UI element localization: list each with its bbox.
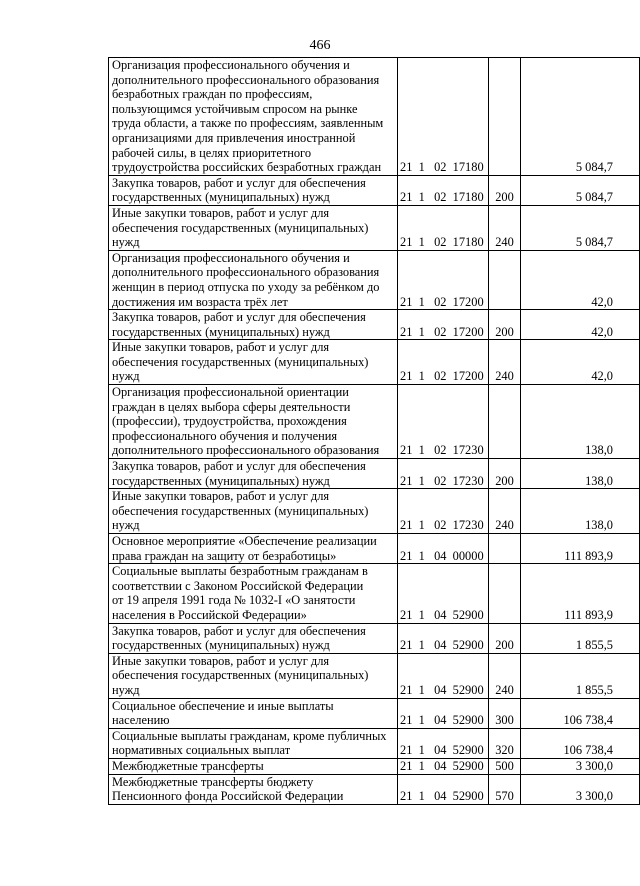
row-code: 21 1 04 52900 [398,728,489,758]
row-amount: 5 084,7 [521,175,640,205]
row-code: 21 1 04 52900 [398,774,489,804]
row-expense-type: 200 [489,623,521,653]
row-name-line: безработных граждан по профессиям, [112,87,313,102]
table-row [109,205,640,250]
row-name-line: государственных (муниципальных) нужд [112,638,330,653]
row-name-line: Межбюджетные трансферты [112,758,264,773]
row-name [109,459,398,489]
table-row [109,774,640,804]
row-code: 21 1 02 17230 [398,489,489,534]
row-expense-type: 240 [489,653,521,698]
table-row [109,728,640,758]
row-name-line: соответствии с Законом Российской Федерации [112,578,364,593]
page-number: 466 [309,38,331,53]
row-expense-type [489,250,521,309]
row-code: 21 1 02 17230 [398,459,489,489]
table-row [109,623,640,653]
budget-table-body [109,58,640,805]
row-name-line: пользующимся устойчивым спросом на рынке [112,101,358,116]
table-row [109,340,640,385]
row-expense-type: 300 [489,698,521,728]
row-name-line: труда области, а также по профессиям, заявленным [112,116,384,131]
table-row [109,250,640,309]
row-name-line: Организация профессиональной ориентации [112,385,349,400]
row-amount: 42,0 [521,310,640,340]
row-code: 21 1 04 00000 [398,534,489,564]
row-name-line: обеспечения государственных (муниципальных) [112,354,369,369]
row-expense-type: 500 [489,758,521,774]
row-expense-type: 240 [489,205,521,250]
row-name-line: Пенсионного фонда Российской Федерации [112,789,344,804]
row-amount: 111 893,9 [521,534,640,564]
row-name-line: Иные закупки товаров, работ и услуг для [112,205,330,220]
row-amount: 138,0 [521,385,640,459]
row-amount: 138,0 [521,489,640,534]
row-expense-type: 570 [489,774,521,804]
budget-table [108,57,640,805]
row-name-line: государственных (муниципальных) нужд [112,190,330,205]
row-name [109,250,398,309]
row-name-line: населения в Российской Федерации» [112,607,307,622]
row-name-line: населению [112,713,170,728]
row-name [109,310,398,340]
row-name-line: трудоустройства российских безработных граждан [112,160,382,175]
table-row [109,459,640,489]
row-name-line: Закупка товаров, работ и услуг для обеспечения [112,310,366,325]
row-name-line: Организация профессионального обучения и [112,58,350,72]
row-name-line: нужд [112,369,140,384]
row-expense-type: 200 [489,175,521,205]
row-name-line: Межбюджетные трансферты бюджету [112,774,314,789]
row-amount: 5 084,7 [521,205,640,250]
row-name-line: организациями для привлечения иностранной [112,130,356,145]
row-name [109,564,398,623]
row-name-line: нужд [112,682,140,697]
row-name [109,698,398,728]
row-amount: 3 300,0 [521,758,640,774]
row-amount: 106 738,4 [521,698,640,728]
row-name [109,489,398,534]
row-name-line: Иные закупки товаров, работ и услуг для [112,489,330,504]
row-name-line: нормативных социальных выплат [112,743,291,758]
row-expense-type [489,58,521,176]
row-name-line: дополнительного профессионального образования [112,265,380,280]
row-expense-type: 200 [489,310,521,340]
row-name [109,58,398,176]
row-name [109,175,398,205]
row-expense-type: 320 [489,728,521,758]
row-expense-type: 240 [489,340,521,385]
row-name [109,728,398,758]
row-amount: 106 738,4 [521,728,640,758]
row-name-line: обеспечения государственных (муниципальных) [112,668,369,683]
table-row [109,58,640,176]
row-code: 21 1 04 52900 [398,623,489,653]
row-name-line: Закупка товаров, работ и услуг для обеспечения [112,623,366,638]
table-row [109,310,640,340]
row-name-line: Социальные выплаты безработным гражданам в [112,564,368,579]
row-name-line: права граждан на защиту от безработицы» [112,548,337,563]
row-name-line: нужд [112,235,140,250]
row-name-line: Закупка товаров, работ и услуг для обеспечения [112,459,366,474]
row-name-line: обеспечения государственных (муниципальных) [112,220,369,235]
row-code: 21 1 02 17230 [398,385,489,459]
row-name-line: нужд [112,518,140,533]
row-name-line: Иные закупки товаров, работ и услуг для [112,653,330,668]
row-name-line: дополнительного профессионального образования [112,72,380,87]
row-expense-type [489,385,521,459]
table-row [109,489,640,534]
row-name [109,623,398,653]
row-name-line: (профессии), трудоустройства, прохождения [112,414,347,429]
row-code: 21 1 02 17200 [398,310,489,340]
row-amount: 3 300,0 [521,774,640,804]
row-name-line: Основное мероприятие «Обеспечение реализации [112,534,377,548]
row-expense-type: 200 [489,459,521,489]
row-name-line: Иные закупки товаров, работ и услуг для [112,340,330,355]
row-name [109,653,398,698]
table-row [109,653,640,698]
row-code: 21 1 04 52900 [398,758,489,774]
row-name-line: рабочей силы, в целях приоритетного [112,145,312,160]
row-name-line: граждан в целях выбора сферы деятельности [112,399,351,414]
row-name-line: государственных (муниципальных) нужд [112,324,330,339]
row-code: 21 1 02 17200 [398,250,489,309]
row-name-line: профессионального обучения и получения [112,428,338,443]
row-name [109,385,398,459]
row-expense-type [489,534,521,564]
row-name-line: Социальные выплаты гражданам, кроме публичных [112,728,387,743]
row-code: 21 1 04 52900 [398,564,489,623]
table-row [109,758,640,774]
row-name [109,205,398,250]
row-amount: 1 855,5 [521,653,640,698]
row-name-line: дополнительного профессионального образования [112,443,380,458]
table-row [109,175,640,205]
row-code: 21 1 02 17180 [398,205,489,250]
row-name-line: от 19 апреля 1991 года № 1032-I «О занятости [112,593,356,608]
row-code: 21 1 02 17200 [398,340,489,385]
row-amount: 5 084,7 [521,58,640,176]
row-name-line: Закупка товаров, работ и услуг для обеспечения [112,175,366,190]
row-name [109,534,398,564]
table-row [109,385,640,459]
row-amount: 42,0 [521,340,640,385]
row-code: 21 1 04 52900 [398,653,489,698]
row-expense-type: 240 [489,489,521,534]
row-name [109,774,398,804]
row-amount: 1 855,5 [521,623,640,653]
row-amount: 111 893,9 [521,564,640,623]
table-row [109,698,640,728]
row-name-line: обеспечения государственных (муниципальных) [112,503,369,518]
row-name [109,758,398,774]
row-name-line: Социальное обеспечение и иные выплаты [112,698,334,713]
row-name [109,340,398,385]
row-code: 21 1 02 17180 [398,175,489,205]
row-amount: 42,0 [521,250,640,309]
row-code: 21 1 04 52900 [398,698,489,728]
row-code: 21 1 02 17180 [398,58,489,176]
row-name-line: государственных (муниципальных) нужд [112,473,330,488]
row-name-line: Организация профессионального обучения и [112,250,350,265]
row-name-line: женщин в период отпуска по уходу за ребёнком до [112,279,380,294]
row-name-line: достижения им возраста трёх лет [112,294,288,309]
row-expense-type [489,564,521,623]
row-amount: 138,0 [521,459,640,489]
table-row [109,534,640,564]
table-row [109,564,640,623]
